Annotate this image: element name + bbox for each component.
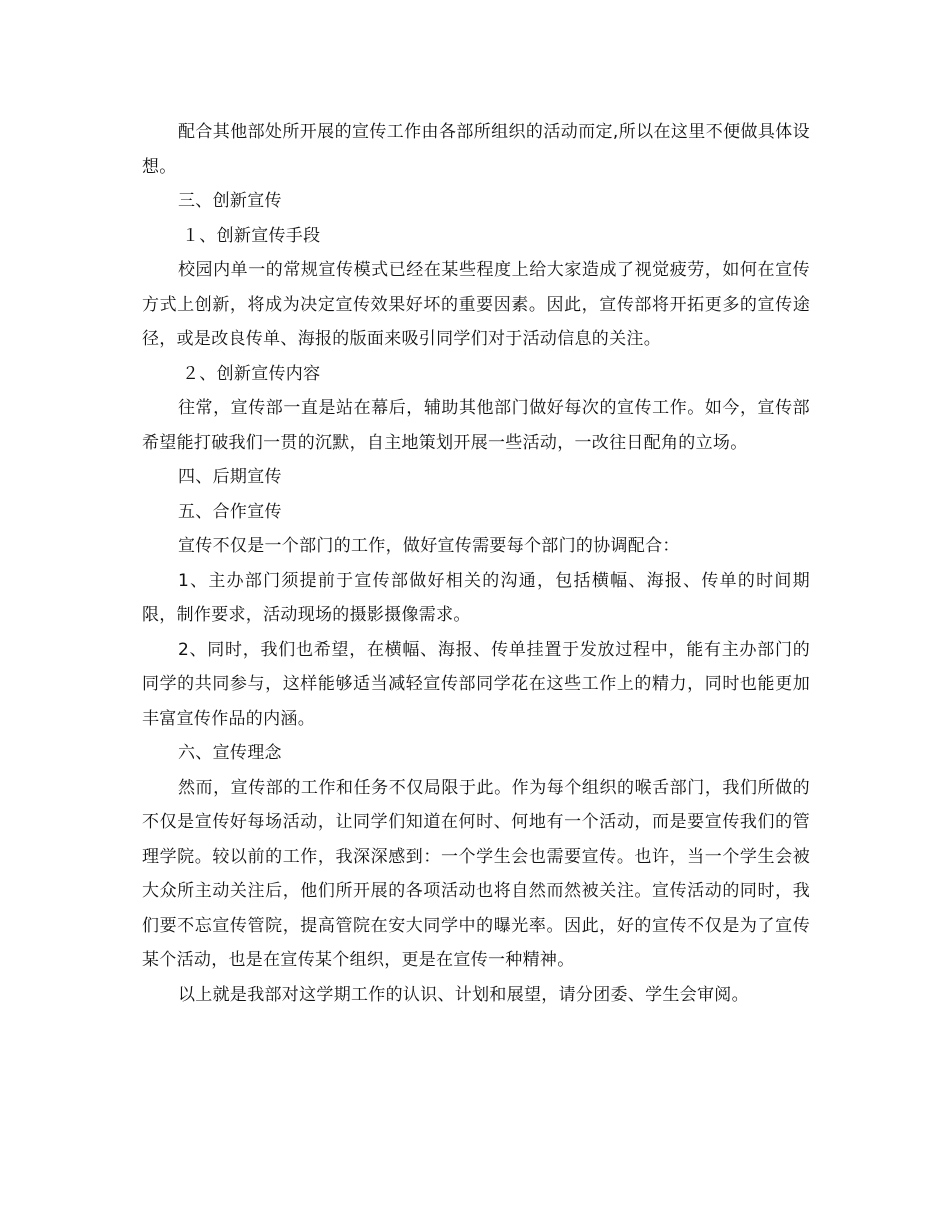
paragraph-publicity-philosophy: 然而，宣传部的工作和任务不仅局限于此。作为每个组织的喉舌部门，我们所做的不仅是宣传好每场活动，让同学们知道在何时、何地有一个活动，而是要宣传我们的管理学院。较以前的工作，我深深感到：一个学生会也需要宣传。也许，当一个学生会被大众所主动关注后，他们所开展的各项活动也将自然而然被关注。宣传活动的同时，我们要不忘宣传管院，提高管院在安大同学中的曝光率。因此，好的宣传不仅是为了宣传某个活动，也是在宣传某个组织，更是在宣传一种精神。 — [142, 777, 810, 970]
paragraph-innovative-content: 往常，宣传部一直是站在幕后，辅助其他部门做好每次的宣传工作。如今，宣传部希望能打破我们一贯的沉默，自主地策划开展一些活动，一改往日配角的立场。 — [142, 398, 810, 453]
subheading-innovative-means: １、创新宣传手段 — [182, 225, 321, 246]
heading-innovative-publicity: 三、创新宣传 — [178, 191, 282, 211]
heading-publicity-philosophy: 六、宣传理念 — [178, 743, 282, 763]
paragraph-cooperation-item-1: 1、主办部门须提前于宣传部做好相关的沟通，包括横幅、海报、传单的时间期限，制作要求，活动现场的摄影摄像需求。 — [142, 570, 810, 625]
paragraph-cooperation-need: 宣传不仅是一个部门的工作，做好宣传需要每个部门的协调配合： — [178, 536, 680, 556]
heading-cooperative-publicity: 五、合作宣传 — [178, 501, 282, 522]
paragraph-cooperation-intro: 配合其他部处所开展的宣传工作由各部所组织的活动而定,所以在这里不便做具体设想。 — [142, 122, 810, 177]
heading-later-publicity: 四、后期宣传 — [178, 467, 282, 487]
subheading-innovative-content: ２、创新宣传内容 — [182, 363, 321, 384]
document-body — [142, 115, 810, 1012]
paragraph-closing: 以上就是我部对这学期工作的认识、计划和展望，请分团委、学生会审阅。 — [178, 984, 749, 1005]
paragraph-innovative-means: 校园内单一的常规宣传模式已经在某些程度上给大家造成了视觉疲劳，如何在宣传方式上创新，将成为决定宣传效果好坏的重要因素。因此，宣传部将开拓更多的宣传途径，或是改良传单、海报的版面来吸引同学们对于活动信息的关注。 — [142, 260, 810, 349]
paragraph-cooperation-item-2: 2、同时，我们也希望，在横幅、海报、传单挂置于发放过程中，能有主办部门的同学的共同参与，这样能够适当减轻宣传部同学花在这些工作上的精力，同时也能更加丰富宣传作品的内涵。 — [142, 639, 810, 729]
